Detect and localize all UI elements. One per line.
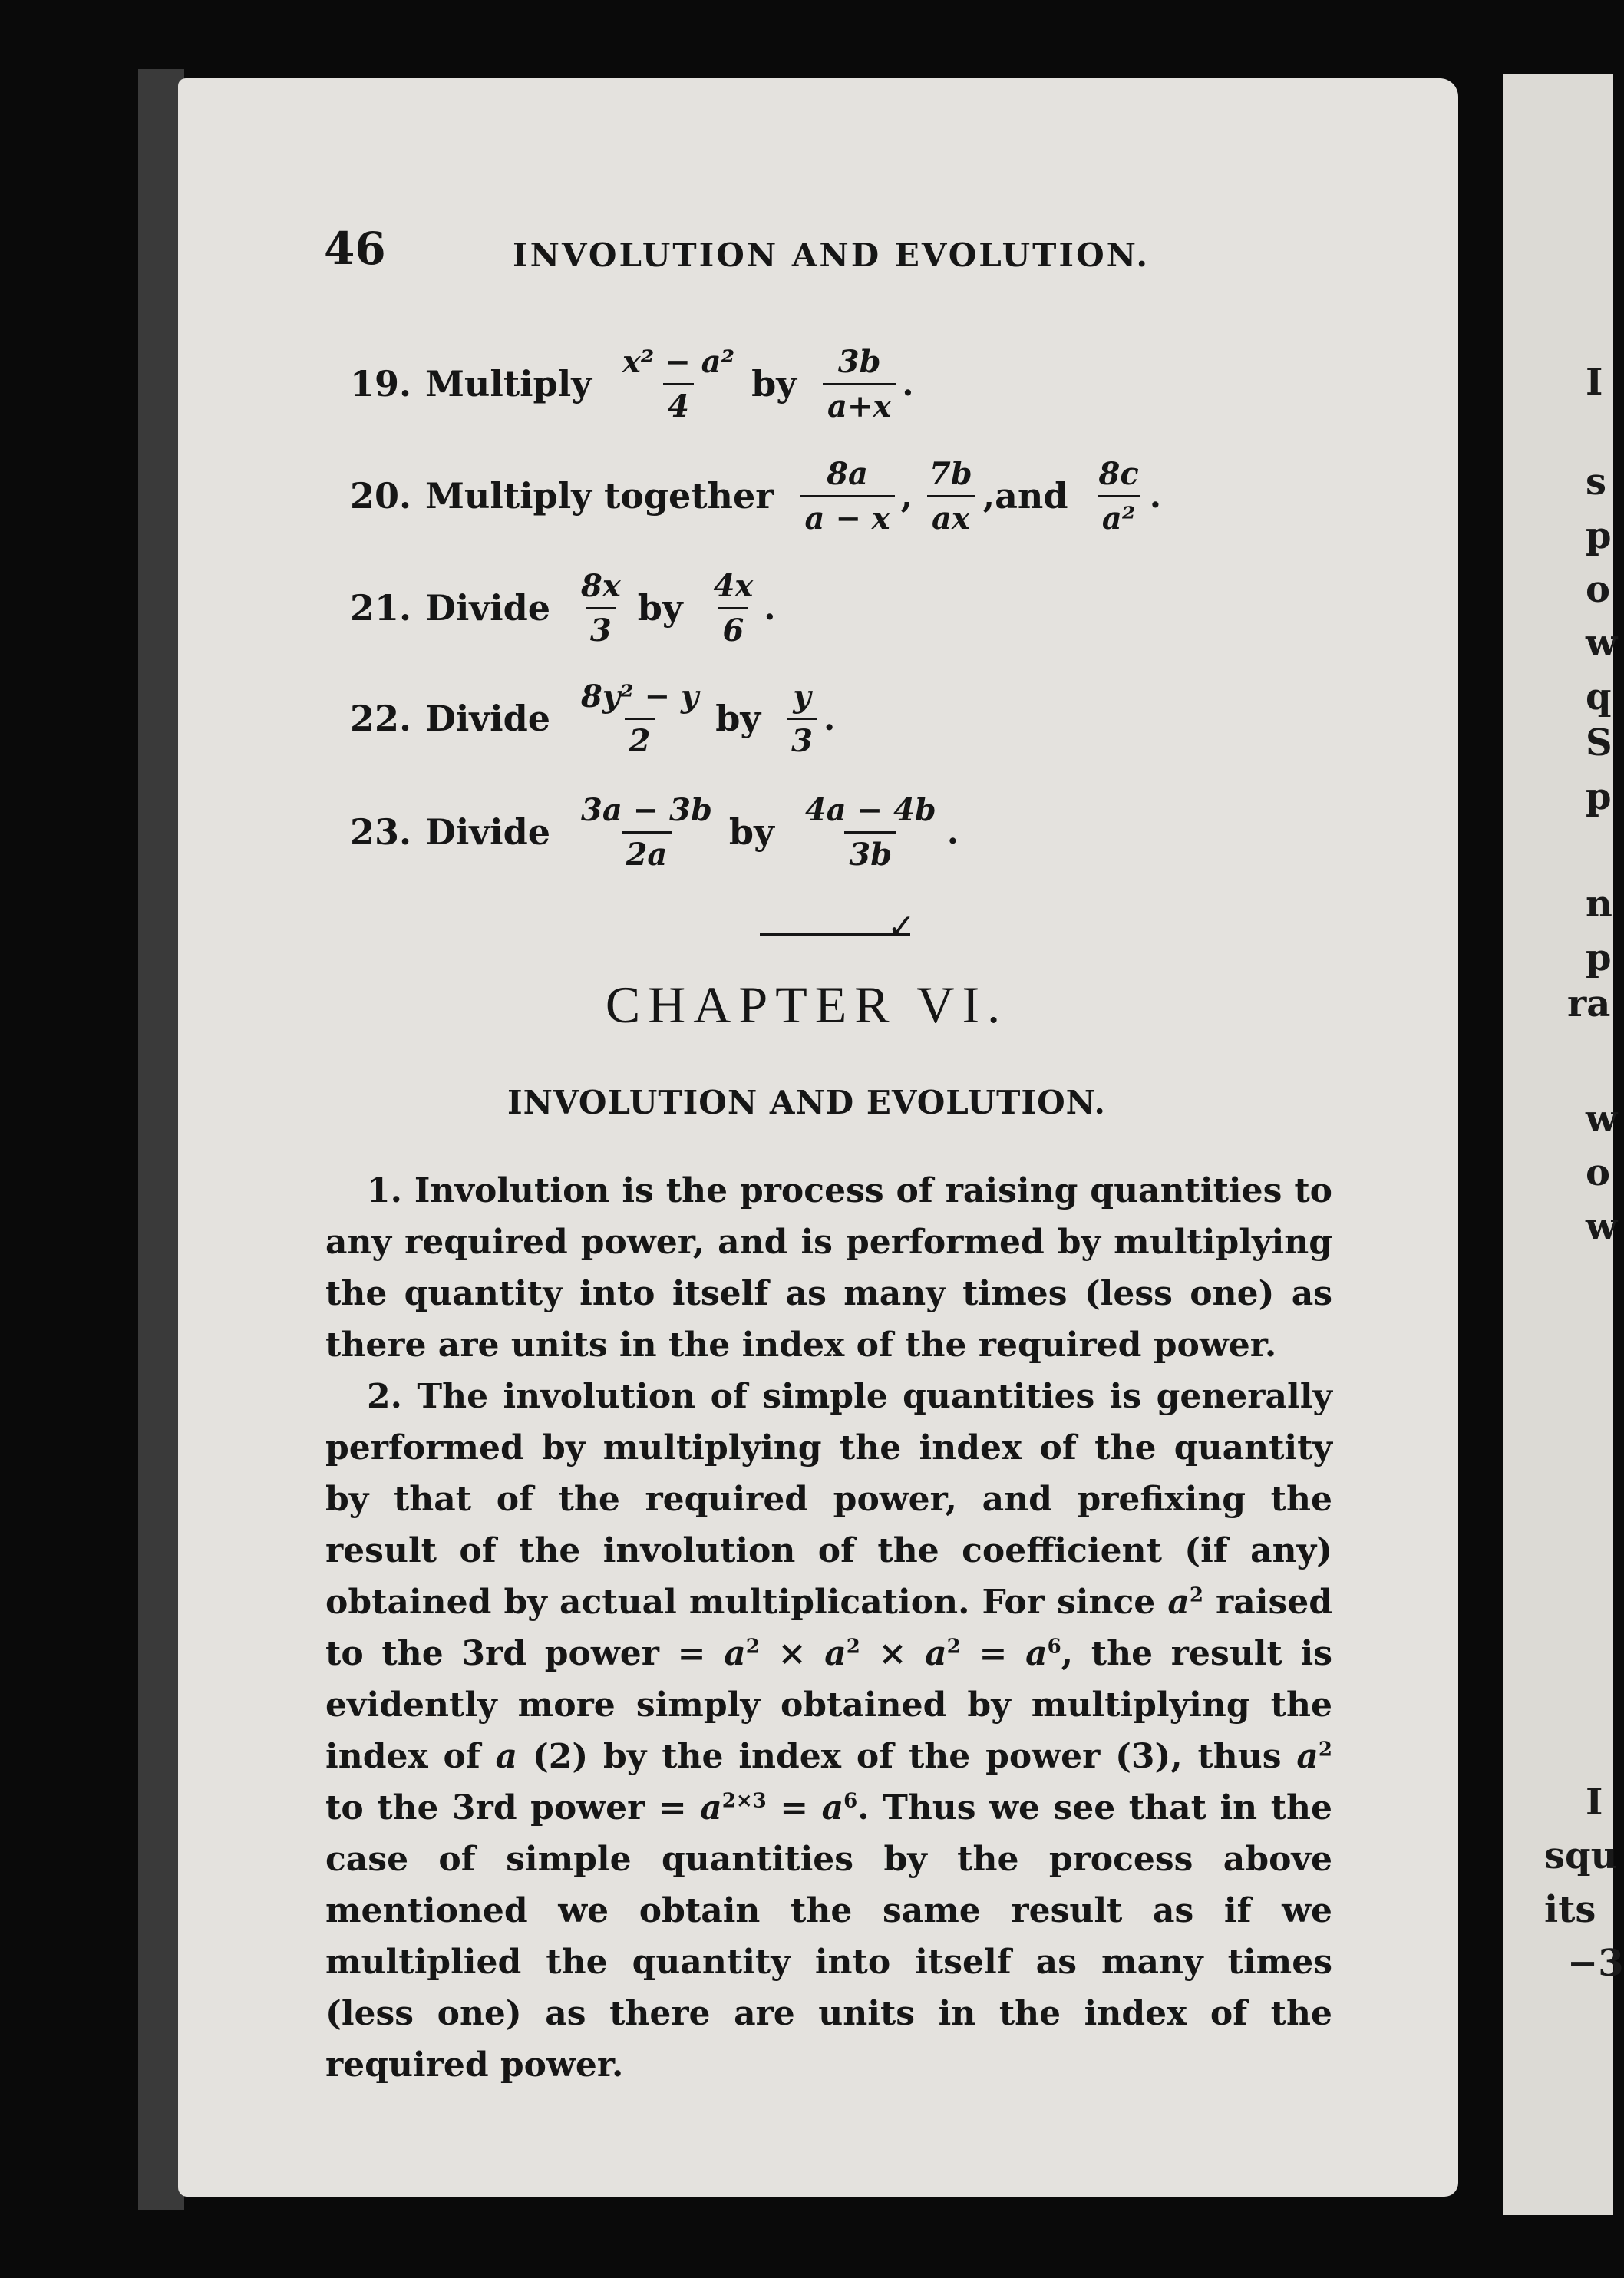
facing-page-fragment: o [1586,1151,1611,1194]
fraction [1094,456,1144,536]
book-gutter [138,69,184,2210]
exercise-word: Divide [425,811,550,853]
facing-page-fragment: o [1586,568,1611,611]
denominator: 2a [622,831,672,873]
denominator: a² [1098,495,1140,536]
exercise-number: 19. [350,363,412,404]
facing-page-fragment: s [1586,461,1607,503]
fraction [709,568,758,649]
facing-page-fragment: S [1586,721,1612,764]
facing-page-fragment: its [1544,1888,1596,1931]
facing-page-fragment: n [1586,883,1612,926]
numerator: 4x [713,567,754,604]
denominator: 2 [625,718,655,759]
exercise-19 [350,322,914,445]
exercise-word: Multiply [425,363,592,404]
fraction [576,792,717,873]
facing-page-fragment: p [1586,936,1612,979]
chapter-subtitle: INVOLUTION AND EVOLUTION. [507,1084,1106,1121]
numerator: 8c [1098,455,1139,492]
denominator: 3 [586,607,616,649]
exercise-word: by [715,698,761,739]
exercise-word: by [751,363,797,404]
facing-page-fragment: q [1586,675,1612,718]
chapter-title: CHAPTER VI. [605,976,1008,1034]
running-title: INVOLUTION AND EVOLUTION. [513,236,1150,274]
denominator: a+x [823,383,896,424]
fraction [576,678,703,759]
numerator: x² − a² [622,343,735,380]
denominator: 4 [663,383,694,424]
facing-page-fragment: squ [1544,1834,1618,1877]
facing-page-fragment: w [1586,1098,1618,1141]
facing-page-fragment: ra [1567,982,1611,1025]
facing-page-fragment: I [1586,361,1603,404]
numerator: 8y² − y [581,678,699,715]
page-number: 46 [324,223,386,275]
exercise-23 [350,771,959,893]
exercise-word: Divide [425,587,550,629]
exercise-word: Multiply together [425,475,774,517]
exercise-22 [350,657,835,780]
facing-page-fragment: −3 [1567,1942,1624,1985]
fraction [800,456,895,536]
numerator: 8x [581,567,621,604]
facing-page-fragment: p [1586,775,1612,818]
punctuation: . [902,364,914,404]
exercise-number: 23. [350,811,412,853]
facing-page-fragment: w [1586,1205,1618,1248]
exercise-20 [350,434,1161,557]
punctuation: . [946,812,959,852]
denominator: a − x [800,495,895,536]
fraction [800,792,941,873]
facing-page-fragment: w [1586,622,1618,665]
numerator: 7b [929,455,972,492]
numerator: 8a [827,455,868,492]
facing-page-fragment: p [1586,514,1612,557]
fraction [576,568,626,649]
denominator: 3 [787,718,817,759]
denominator: 6 [718,607,749,649]
exercise-21 [350,546,776,669]
chapter-body [325,1165,1332,2091]
fraction [925,456,977,536]
paragraph-1: 1. Involution is the process of raising quantities to any required power, and is performed by multiplying the quantity into itself as many times (less one) as there are units in the index of the required power. [325,1171,1332,1365]
exercise-number: 22. [350,698,412,739]
exercise-word: by [637,587,683,629]
punctuation: . [1149,476,1162,516]
exercise-word: by [728,811,774,853]
exercise-number: 20. [350,475,412,517]
denominator: 3b [844,831,896,873]
fraction [618,344,739,424]
numerator: y [793,678,811,715]
punctuation: , [900,476,913,516]
numerator: 3b [837,343,881,380]
paragraph-2: 2. The involution of simple quantities is generally performed by multiplying the index of the quantity by that of the required power, and prefixing the result of the involution of the coefficient (if any) obtained by actual multiplication. For since $a^2$ raised to the 3rd power = $a^2 \times a^2 \times a^2 = a^6$, the result is evidently more simply obtained by multiplying the index of a (2) by the index of the power (3), thus $a^2$ to the 3rd power = $a^{2\times 3} = a^6$. Thus we see that in the case of simple quantities by the process above mentioned we obtain the same result as if we multiplied the quantity into itself as many times (less one) as there are units in the index of the required power. [325,1377,1333,2085]
fraction [787,678,817,759]
numerator: 4a − 4b [804,791,936,828]
punctuation: . [823,698,836,738]
punctuation: . [764,588,776,628]
check-mark-icon: ✓ [887,907,916,946]
facing-page-fragment: I [1586,1781,1603,1824]
numerator: 3a − 3b [581,791,712,828]
exercise-word: Divide [425,698,550,739]
denominator: ax [927,495,975,536]
punctuation: , [982,476,995,516]
fraction [823,344,896,424]
exercise-number: 21. [350,587,412,629]
exercise-word: and [995,475,1068,517]
